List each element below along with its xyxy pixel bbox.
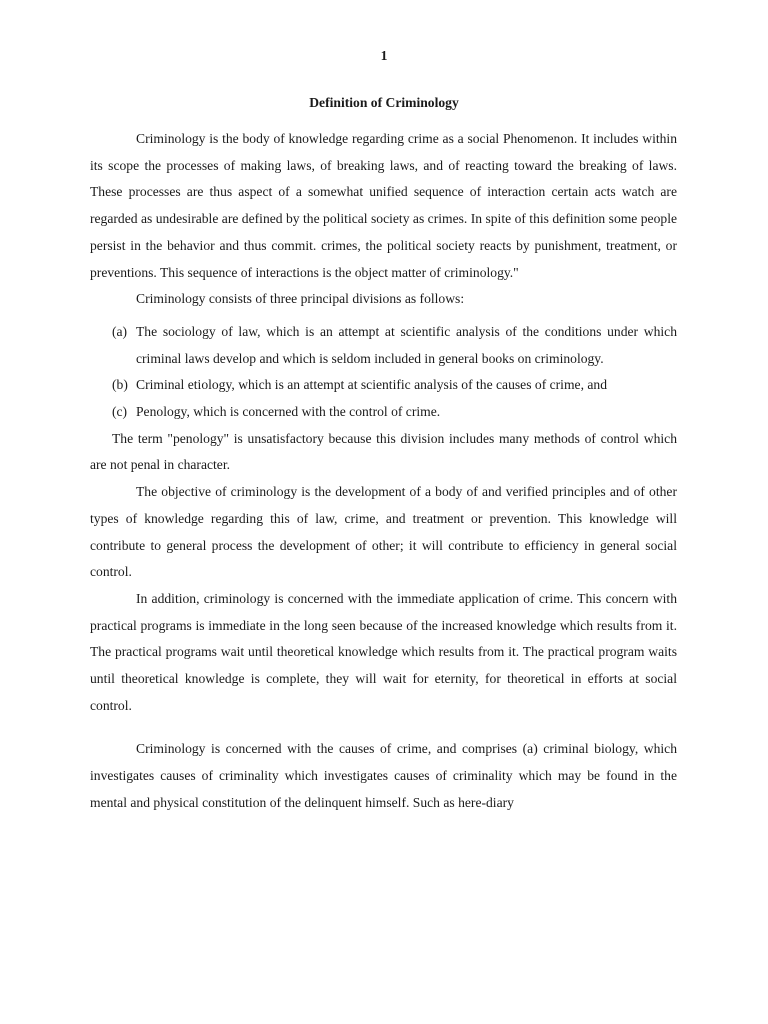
list-item: [90, 372, 677, 399]
document-body: [90, 126, 677, 817]
paragraph-objective: The objective of criminology is the development of a body of and verified principles and of other types of knowledge regarding this of law, crime, and treatment or prevention. This knowledge will contribute to general process the development of other; it will contribute to efficiency in general social control.: [90, 484, 677, 580]
paragraph-definition: Criminology is the body of knowledge regarding crime as a social Phenomenon. It includes within its scope the processes of making laws, of breaking laws, and of reacting toward the breaking of laws. These processes are thus aspect of a somewhat unified sequence of interaction certain acts watch are regarded as undesirable are defined by the political society as crimes. In spite of this definition some people persist in the behavior and thus commit. crimes, the political society reacts by punishment, treatment, or preventions. This sequence of interactions is the object matter of criminology.": [90, 131, 677, 280]
list-marker: (b): [112, 377, 128, 393]
paragraph-divisions-intro: Criminology consists of three principal divisions as follows:: [136, 291, 465, 307]
paragraph-causes: Criminology is concerned with the causes of crime, and comprises (a) criminal biology, which investigates causes of criminality which investigates causes of criminality which may be found in the mental and physical constitution of the delinquent himself. Such as here-diary: [90, 741, 677, 810]
list-item: [90, 399, 677, 426]
divisions-list: [90, 319, 677, 426]
list-item-text: The sociology of law, which is an attempt at scientific analysis of the conditions under which criminal laws develop and which is seldom included in general books on criminology.: [136, 323, 677, 366]
list-marker: (a): [112, 323, 128, 339]
document-title: Definition of Criminology: [309, 95, 459, 110]
paragraph-penology-term: The term "penology" is unsatisfactory because this division includes many methods of control which are not penal in character.: [90, 430, 677, 473]
list-item-text: Penology, which is concerned with the control of crime.: [136, 404, 441, 420]
list-item: [90, 319, 677, 372]
page-number: 1: [380, 48, 388, 63]
list-marker: (c): [112, 404, 128, 420]
paragraph-application: In addition, criminology is concerned with the immediate application of crime. This concern with practical programs is immediate in the long seen because of the increased knowledge which results from it. The practical programs wait until theoretical knowledge which results from it. The practical program waits until theoretical knowledge is complete, they will wait for eternity, for theoretical in efforts at social control.: [90, 590, 677, 713]
spacer: [90, 719, 677, 736]
list-item-text: Criminal etiology, which is an attempt at scientific analysis of the causes of crime, and: [136, 377, 607, 393]
